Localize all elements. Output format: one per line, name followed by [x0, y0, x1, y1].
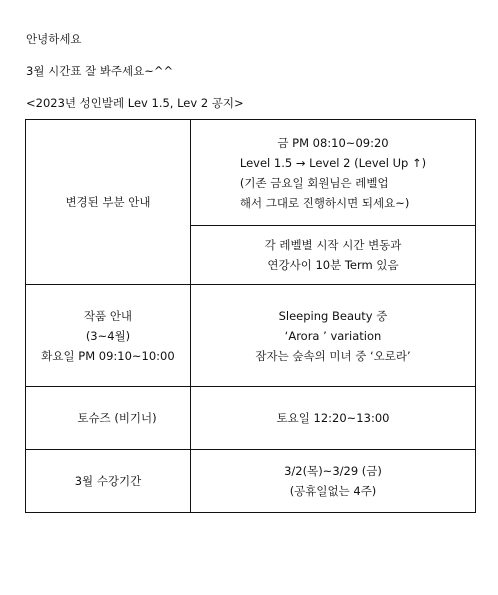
detail-line: 잠자는 숲속의 미녀 중 ‘오로라’ [255, 348, 411, 363]
table-row [26, 387, 476, 450]
detail-line: 해서 그대로 진행하시면 되세요~) [239, 195, 410, 210]
notice-table [25, 119, 476, 513]
detail-line: (공휴일없는 4주) [289, 484, 377, 498]
row-label-pointe: 토슈즈 (비기너) [26, 387, 191, 450]
detail-line: Level 1.5 → Level 2 (Level Up ↑) [239, 155, 427, 170]
schedule-note: 3월 시간표 잘 봐주세요~^^ [26, 64, 174, 78]
period-detail-cell [191, 450, 476, 513]
notice-title: <2023년 성인발레 Lev 1.5, Lev 2 공지> [26, 96, 244, 110]
row-label-period: 3월 수강기간 [26, 450, 191, 513]
detail-line: 토요일 12:20~13:00 [276, 411, 390, 425]
table-row [26, 450, 476, 513]
detail-line: 금 PM 08:10~09:20 [277, 135, 389, 150]
label-line: 작품 안내 [83, 308, 133, 323]
detail-line: 각 레벨별 시작 시간 변동과 [264, 238, 402, 252]
row-label-repertoire [26, 285, 191, 387]
changes-detail-cell [191, 120, 476, 226]
repertoire-detail-cell [191, 285, 476, 387]
greeting-text: 안녕하세요 [26, 32, 82, 46]
detail-line: (기존 금요일 회원님은 레벨업 [239, 175, 389, 190]
pointe-detail-cell [191, 387, 476, 450]
detail-line: ‘Arora ’ variation [284, 328, 382, 343]
label-line: (3~4월) [85, 328, 131, 343]
changes-term-cell [191, 226, 476, 285]
table-row [26, 120, 476, 226]
detail-line: 연강사이 10분 Term 있음 [267, 258, 399, 272]
label-line: 화요일 PM 09:10~10:00 [41, 348, 175, 363]
row-label-changes: 변경된 부분 안내 [26, 120, 191, 285]
table-row [26, 285, 476, 387]
detail-line: Sleeping Beauty 중 [278, 308, 388, 323]
detail-line: 3/2(목)~3/29 (금) [284, 464, 382, 478]
